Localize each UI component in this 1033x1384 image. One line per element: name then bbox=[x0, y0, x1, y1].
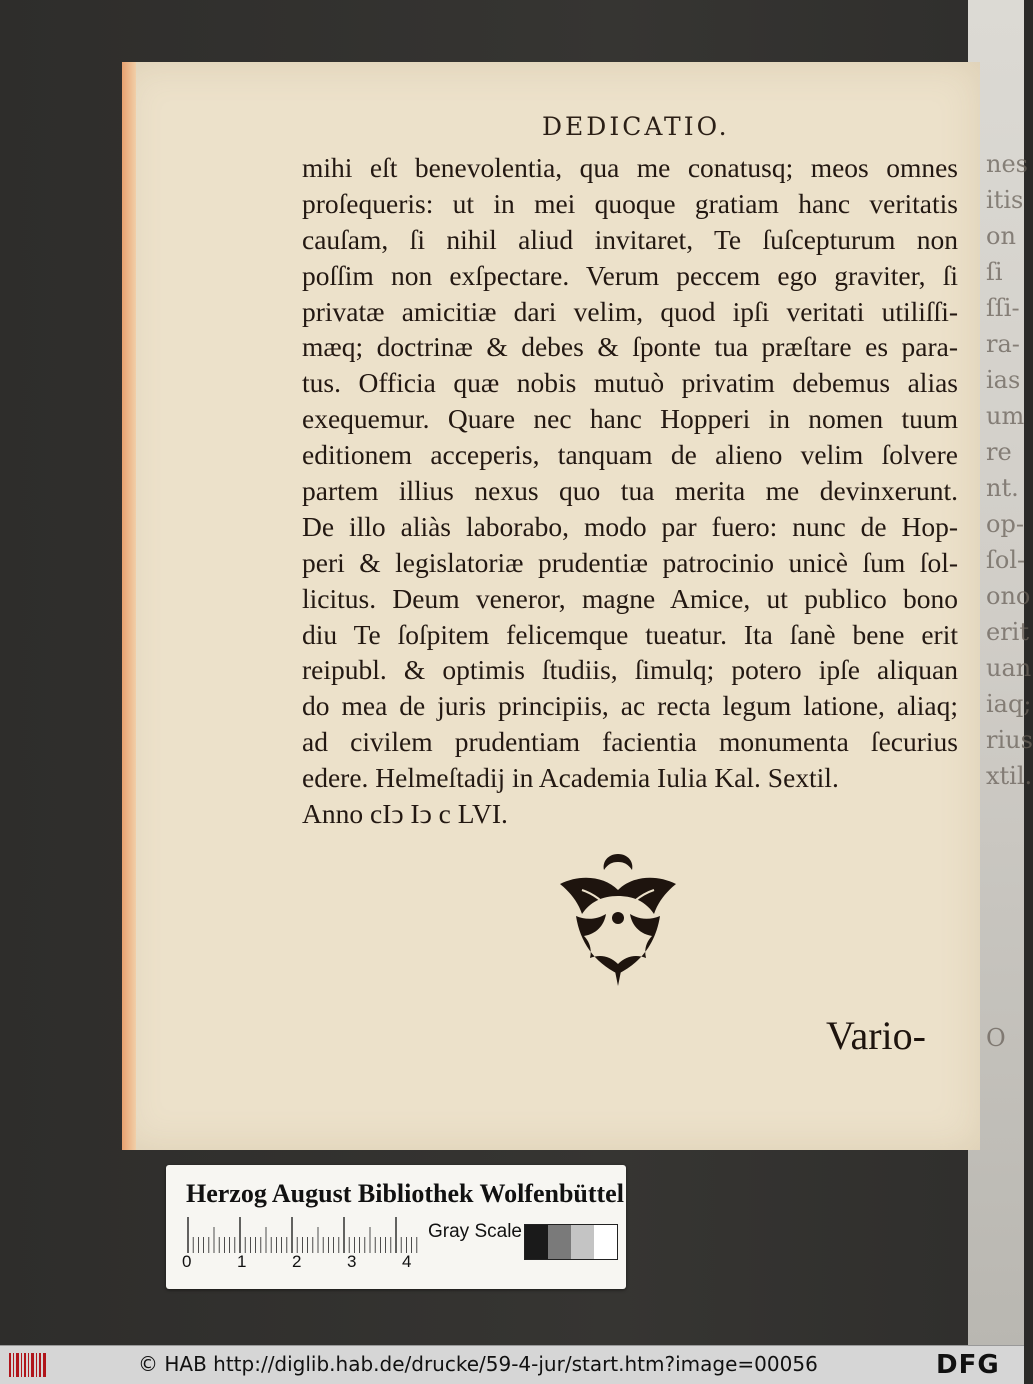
bleed-text-fragment: rius bbox=[986, 726, 1033, 754]
gray-swatch bbox=[571, 1225, 594, 1259]
text-line: De illo aliàs laborabo, modo par fuero: nunc de Hop- bbox=[302, 510, 958, 542]
ruler-number: 2 bbox=[292, 1252, 302, 1271]
ruler-number: 3 bbox=[347, 1252, 357, 1271]
text-line: editionem acceperis, tanquam de alieno velim ſolvere bbox=[302, 439, 958, 471]
library-name: Herzog August Bibliothek Wolfenbüttel bbox=[186, 1179, 624, 1208]
bleed-text-fragment: um bbox=[986, 402, 1025, 430]
text-line: mihi eſt benevolentia, qua me conatusq; meos omnes bbox=[302, 152, 958, 183]
hab-barcode-logo-icon bbox=[8, 1350, 48, 1380]
bleed-text-fragment: O bbox=[986, 1024, 1006, 1052]
viewer-footer bbox=[0, 1345, 1024, 1384]
dfg-logo: DFG bbox=[936, 1350, 1000, 1380]
gray-swatch bbox=[548, 1225, 571, 1259]
text-line: mæq; doctrinæ & debes & ſponte tua præſtare es para- bbox=[302, 331, 958, 363]
text-line: Anno cIↄ Iↄ c LVI. bbox=[302, 798, 508, 830]
ruler-number: 0 bbox=[182, 1252, 192, 1271]
text-line: exequemur. Quare nec hanc Hopperi in nomen tuum bbox=[302, 403, 958, 435]
bleed-text-fragment: nes bbox=[986, 150, 1028, 178]
gray-swatch bbox=[525, 1225, 548, 1259]
text-line: privatæ amicitiæ dari velim, quod ipſi veritati utiliſſi- bbox=[302, 295, 958, 327]
copyright-url[interactable]: © HAB http://diglib.hab.de/drucke/59-4-jur/start.htm?image=00056 bbox=[138, 1352, 818, 1376]
bleed-text-fragment: ſol- bbox=[986, 546, 1026, 574]
text-line: cauſam, ſi nihil aliud invitaret, Te ſuſcepturum non bbox=[302, 223, 958, 255]
bleed-text-fragment: op- bbox=[986, 510, 1024, 538]
library-scale-card bbox=[166, 1165, 626, 1289]
bleed-text-fragment: xtil. bbox=[986, 762, 1033, 790]
running-head: DEDICATIO. bbox=[542, 112, 730, 141]
text-line: do mea de juris principiis, ac recta legum latione, aliaq; bbox=[302, 690, 958, 722]
text-line: diu Te ſoſpitem felicemque tueatur. Ita ſanè bene erit bbox=[302, 618, 958, 650]
text-line: edere. Helmeſtadij in Academia Iulia Kal. Sextil. bbox=[302, 762, 839, 794]
bleed-text-fragment: ono bbox=[986, 582, 1031, 610]
catchword: Vario- bbox=[826, 1013, 926, 1058]
gray-swatch bbox=[594, 1225, 617, 1259]
bleed-text-fragment: re bbox=[986, 438, 1012, 466]
text-line: peri & legislatoriæ prudentiæ patrocinio unicè ſum ſol- bbox=[302, 546, 958, 578]
bleed-text-fragment: ias bbox=[986, 366, 1021, 394]
gray-scale-label: Gray Scale bbox=[428, 1221, 522, 1242]
bleed-text-fragment: erit bbox=[986, 618, 1029, 646]
page-fore-edge bbox=[122, 62, 136, 1150]
bleed-text-fragment: ſſi- bbox=[986, 294, 1020, 322]
bleed-text-fragment: iaq; bbox=[986, 690, 1032, 718]
gray-scale-swatches bbox=[524, 1224, 618, 1260]
bleed-text-fragment: uan bbox=[986, 654, 1032, 682]
bleed-text-fragment: ra- bbox=[986, 330, 1020, 358]
bleed-text-fragment: nt. bbox=[986, 474, 1019, 502]
ruler-number: 4 bbox=[402, 1252, 412, 1271]
bleed-text-fragment: itis bbox=[986, 186, 1024, 214]
ruler-scale bbox=[186, 1217, 418, 1253]
text-line: tus. Officia quæ nobis mutuò privatim debemus alias bbox=[302, 367, 958, 399]
bleed-text-fragment: on bbox=[986, 222, 1016, 250]
printers-ornament-icon bbox=[552, 848, 684, 990]
text-line: proſequeris: ut in mei quoque gratiam hanc veritatis bbox=[302, 187, 958, 219]
text-line: poſſim non exſpectare. Verum peccem ego graviter, ſi bbox=[302, 259, 958, 291]
text-line: partem illius nexus quo tua merita me devinxerunt. bbox=[302, 475, 958, 507]
dedication-text bbox=[302, 150, 958, 832]
text-line: ad civilem prudentiam facientia monumenta ſecurius bbox=[302, 726, 958, 758]
text-line: reipubl. & optimis ſtudiis, ſimulq; potero ipſe aliquan bbox=[302, 654, 958, 686]
ruler-number: 1 bbox=[237, 1252, 247, 1271]
bleed-text-fragment: ſi bbox=[986, 258, 1003, 286]
text-line: licitus. Deum veneror, magne Amice, ut publico bono bbox=[302, 582, 958, 614]
